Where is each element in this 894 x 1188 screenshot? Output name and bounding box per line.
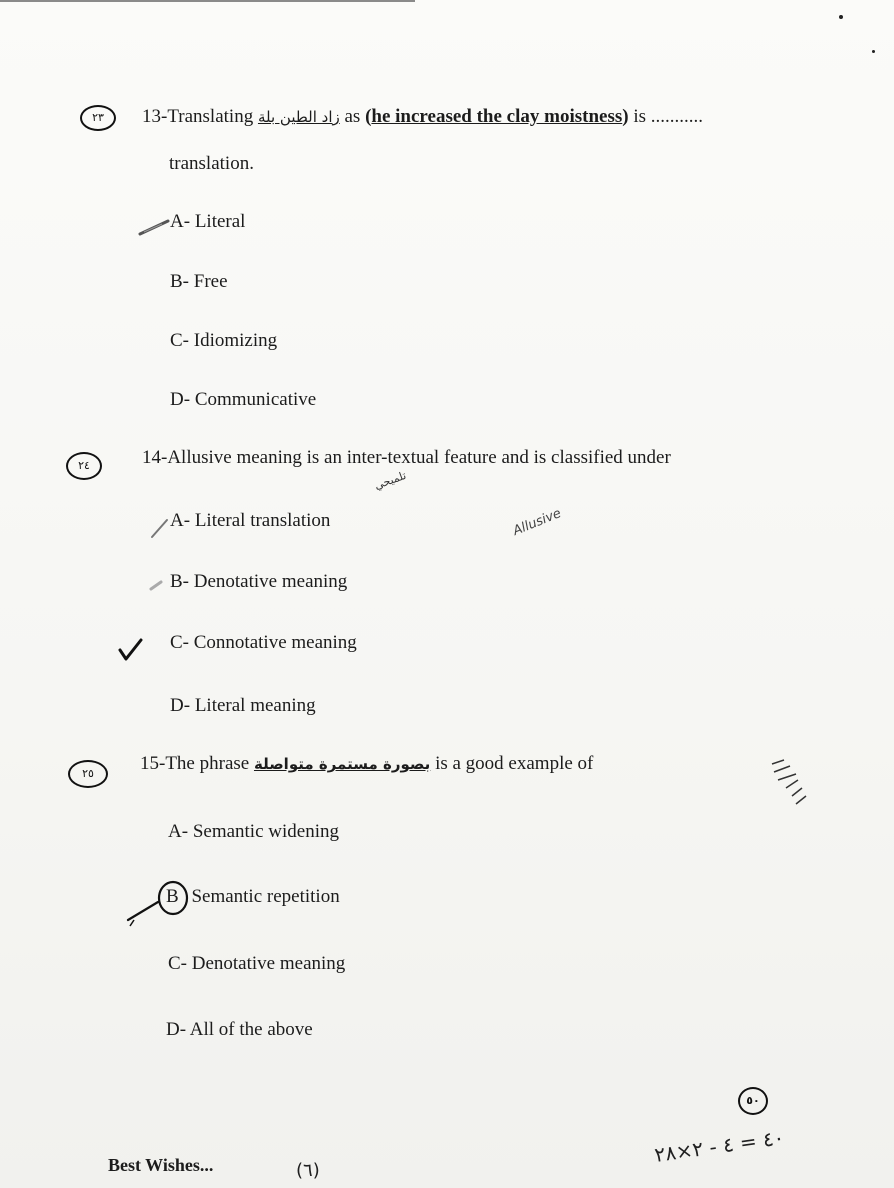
question-13-english-phrase: he increased the clay moistness — [371, 106, 623, 127]
question-15-margin-mark: ٢٥ — [68, 760, 108, 788]
question-13-option-d[interactable] — [170, 389, 316, 411]
question-13-margin-mark: ٢٣ — [80, 105, 116, 131]
question-15-number: 15- — [140, 753, 166, 774]
question-14-option-d[interactable] — [170, 695, 316, 717]
option-letter: C- — [170, 330, 189, 351]
option-letter: D- — [170, 389, 191, 410]
option-letter: C- — [168, 953, 187, 974]
option-letter: C- — [170, 632, 189, 653]
option-text: Semantic widening — [192, 821, 339, 842]
pencil-tick-icon — [150, 517, 170, 539]
top-edge-line — [0, 0, 415, 2]
question-13-option-a[interactable] — [170, 211, 245, 233]
option-letter: D- — [166, 1019, 187, 1040]
handwritten-note-allusive: Allusive — [511, 506, 564, 539]
question-14-number: 14- — [142, 447, 168, 468]
option-letter: A- — [170, 510, 191, 531]
question-15-option-a[interactable] — [168, 821, 339, 843]
question-13-suffix: is ........... — [633, 106, 704, 127]
speck-mark — [839, 15, 843, 19]
option-letter: B — [166, 886, 179, 907]
question-15-prefix: The phrase — [165, 753, 250, 774]
option-text: Free — [193, 271, 228, 292]
page-number: (٦) — [296, 1160, 320, 1181]
option-text: Connotative meaning — [193, 632, 357, 653]
closing-text: Best Wishes... — [108, 1155, 214, 1175]
question-13-phrase-open: ( — [365, 106, 372, 127]
question-13-phrase-close: ) — [622, 106, 629, 127]
speck-mark — [872, 50, 875, 53]
question-14-option-a[interactable] — [170, 510, 330, 532]
question-13-as: as — [344, 106, 361, 127]
question-15-option-d[interactable] — [166, 1019, 313, 1041]
option-text: Literal translation — [194, 510, 331, 531]
question-13-continuation: translation. — [169, 153, 254, 174]
checkmark-icon — [118, 638, 144, 662]
question-13-arabic-phrase: زاد الطين بلة — [257, 108, 340, 126]
pencil-dot-icon — [149, 578, 165, 592]
option-text: Communicative — [194, 389, 317, 410]
question-15-arabic-phrase: بصورة مستمرة متواصلة — [253, 755, 431, 773]
question-15-option-c[interactable] — [168, 953, 345, 975]
question-13-option-c[interactable] — [170, 330, 277, 352]
option-text: Denotative meaning — [191, 953, 346, 974]
question-15-stem — [140, 753, 593, 775]
question-15-option-b[interactable] — [166, 886, 340, 908]
tally-marks-icon — [768, 758, 810, 806]
handwritten-arabic-note: تلميحي — [372, 468, 408, 493]
option-text: All of the above — [189, 1019, 313, 1040]
score-circle: ٥٠ — [738, 1087, 768, 1115]
option-text: Literal meaning — [194, 695, 316, 716]
question-14-stem — [142, 447, 671, 469]
option-letter: D- — [170, 695, 191, 716]
option-letter: A- — [168, 821, 189, 842]
option-letter: B- — [170, 571, 189, 592]
question-13-stem — [142, 106, 703, 128]
question-13-number: 13- — [142, 106, 168, 127]
option-text: Semantic repetition — [191, 886, 340, 907]
option-text: Literal — [194, 211, 246, 232]
option-letter: B- — [170, 271, 189, 292]
question-13-prefix: Translating — [167, 106, 254, 127]
question-13-option-b[interactable] — [170, 271, 228, 293]
option-text: Idiomizing — [193, 330, 278, 351]
question-14-option-b[interactable] — [170, 571, 347, 593]
option-letter: A- — [170, 211, 191, 232]
option-text: Denotative meaning — [193, 571, 348, 592]
score-calculation: ٤٠ = ٤ - ٢×٢٨ — [652, 1125, 786, 1167]
question-15-suffix: is a good example of — [435, 753, 594, 774]
question-14-margin-mark: ٢٤ — [66, 452, 102, 480]
question-14-option-c[interactable] — [170, 632, 357, 654]
question-14-text: Allusive meaning is an inter-textual feature and is classified under — [167, 447, 671, 468]
pencil-mark-icon — [138, 217, 172, 237]
